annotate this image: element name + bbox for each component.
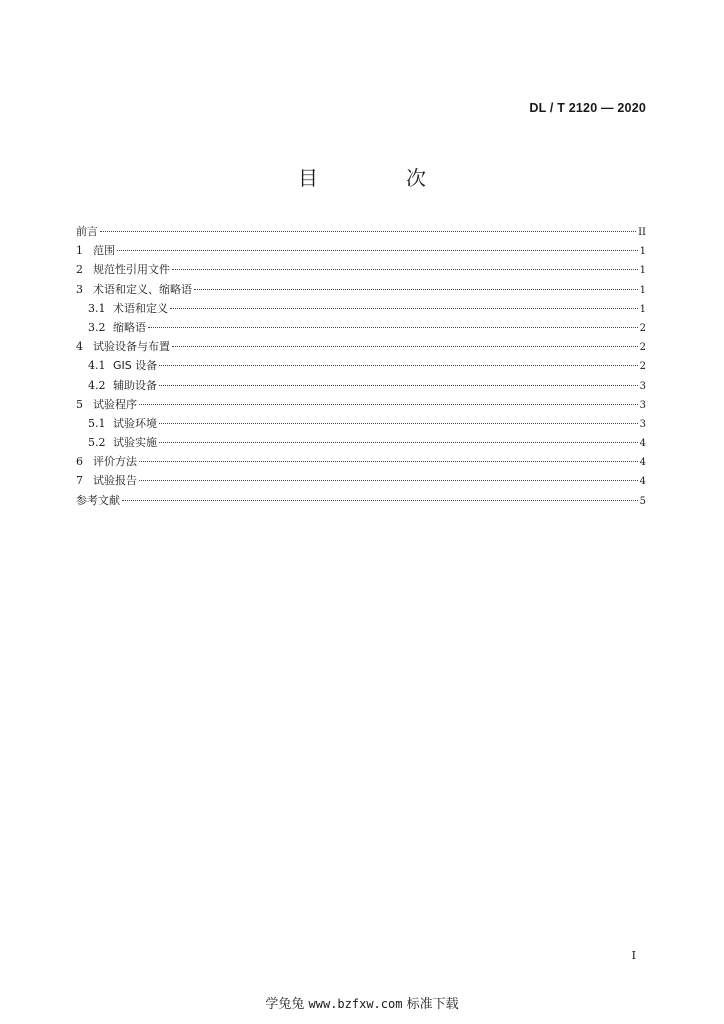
toc-entry-page: 4 [639, 457, 646, 469]
toc-entry-number: 6 [76, 455, 83, 469]
toc-entry[interactable] [76, 260, 646, 279]
toc-dot-leader [159, 365, 637, 366]
toc-dot-leader [139, 404, 638, 405]
toc-entry-title: 术语和定义、缩略语 [93, 282, 192, 296]
toc-dot-leader [172, 346, 638, 347]
toc-entry-number: 4.2 [88, 378, 106, 392]
footer-url[interactable]: www.bzfxw.com [308, 997, 403, 1011]
toc-entry-title: 试验环境 [113, 416, 157, 430]
toc-entry-title: 辅助设备 [113, 378, 157, 392]
toc-entry-page: 2 [639, 322, 646, 334]
toc-entry-number: 3.1 [88, 301, 106, 315]
toc-entry-number: 4.1 [88, 359, 106, 373]
toc-entry[interactable] [76, 241, 646, 260]
footer [0, 993, 724, 1012]
toc-entry-title: 范围 [93, 244, 115, 258]
toc-dot-leader [172, 269, 638, 270]
toc-entry-page: 2 [639, 361, 646, 373]
toc-dot-leader [117, 250, 638, 251]
table-of-contents [76, 222, 646, 510]
toc-entry-page: 1 [639, 265, 646, 277]
footer-brand: 学兔兔 [265, 997, 305, 1012]
toc-entry-title: 评价方法 [93, 455, 137, 469]
toc-entry-page: II [638, 227, 646, 238]
toc-entry-number: 4 [76, 340, 83, 354]
toc-dot-leader [159, 423, 638, 424]
toc-entry[interactable] [76, 376, 646, 395]
toc-entry[interactable] [76, 337, 646, 356]
toc-dot-leader [100, 231, 636, 232]
toc-entry-page: 1 [639, 284, 646, 296]
toc-dot-leader [159, 385, 638, 386]
toc-entry-page: 3 [639, 380, 646, 392]
toc-entry[interactable] [76, 452, 646, 471]
toc-entry-number: 1 [76, 244, 83, 258]
page-title: 目 次 [298, 166, 460, 190]
toc-entry-page: 4 [639, 438, 646, 450]
toc-dot-leader [170, 308, 638, 309]
toc-entry-title: 缩略语 [113, 320, 146, 334]
toc-entry[interactable] [76, 414, 646, 433]
toc-entry-page: 1 [639, 303, 646, 315]
toc-entry[interactable] [76, 471, 646, 490]
toc-entry-title: 规范性引用文件 [93, 263, 170, 277]
toc-entry-title: GIS 设备 [113, 359, 158, 373]
toc-entry[interactable] [76, 222, 646, 241]
toc-entry[interactable] [76, 395, 646, 414]
toc-entry-number: 2 [76, 263, 83, 277]
toc-entry-number: 3.2 [88, 320, 106, 334]
toc-entry-number: 7 [76, 474, 83, 488]
toc-entry-page: 1 [639, 246, 646, 258]
toc-entry-page: 3 [639, 418, 646, 430]
toc-entry[interactable] [76, 299, 646, 318]
toc-entry-title: 试验设备与布置 [93, 340, 170, 354]
toc-entry-page: 3 [639, 399, 646, 411]
toc-dot-leader [139, 461, 638, 462]
footer-tagline: 标准下载 [406, 997, 459, 1012]
toc-entry-page: 5 [639, 495, 646, 507]
toc-entry[interactable] [76, 491, 646, 510]
toc-entry-title: 参考文献 [76, 493, 120, 507]
toc-dot-leader [148, 327, 638, 328]
toc-entry-page: 2 [639, 342, 646, 354]
toc-entry-number: 5.2 [88, 436, 106, 450]
toc-entry[interactable] [76, 318, 646, 337]
toc-entry-title: 术语和定义 [113, 301, 168, 315]
toc-entry-title: 试验程序 [93, 397, 137, 411]
toc-entry-number: 3 [76, 282, 83, 296]
toc-entry-number: 5 [76, 397, 83, 411]
toc-entry-title: 试验报告 [93, 474, 137, 488]
toc-entry-title: 试验实施 [113, 436, 157, 450]
toc-entry-title: 前言 [76, 225, 98, 238]
page-number: I [631, 949, 636, 962]
toc-dot-leader [194, 289, 638, 290]
toc-entry-page: 4 [639, 476, 646, 488]
standard-code: DL / T 2120 — 2020 [529, 101, 646, 115]
toc-dot-leader [159, 442, 638, 443]
toc-entry[interactable] [76, 433, 646, 452]
toc-entry[interactable] [76, 356, 646, 375]
toc-dot-leader [139, 480, 638, 481]
toc-entry-number: 5.1 [88, 416, 106, 430]
toc-dot-leader [122, 500, 638, 501]
toc-entry[interactable] [76, 280, 646, 299]
